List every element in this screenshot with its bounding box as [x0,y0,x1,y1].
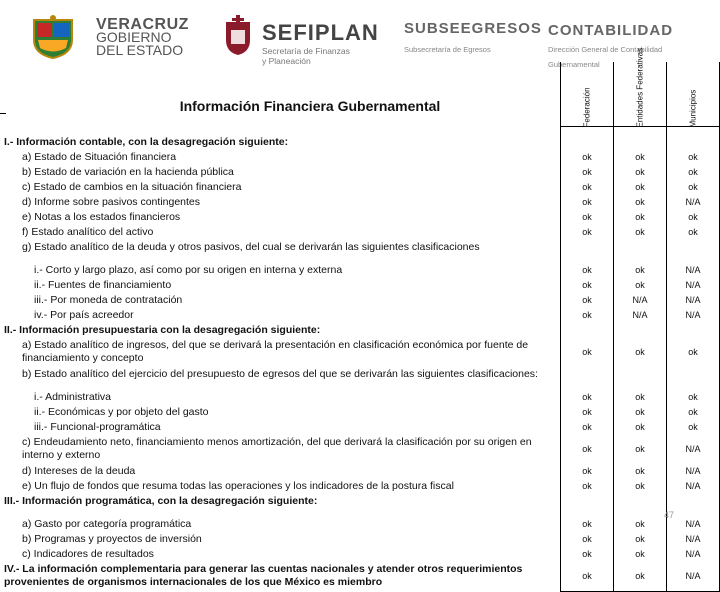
cell-federacion: ok [561,390,614,405]
cell-municipios [667,240,720,255]
cell-municipios: N/A [667,562,720,592]
cell-entidades: ok [614,278,667,293]
cell-entidades [614,240,667,255]
row-description: I.- Información contable, con la desagregación siguiente: [4,136,289,148]
subsecretaria-title: SUBSEEGRESOS [404,20,542,37]
cell-federacion: ok [561,210,614,225]
table-row [0,240,720,255]
row-description: II.- Información presupuestaria con la desagregación siguiente: [4,324,321,336]
cell-entidades: ok [614,180,667,195]
row-description: iii.- Funcional-programática [34,421,161,433]
row-description: b) Estado de variación en la hacienda pública [22,166,234,178]
table-row [0,210,720,225]
cell-entidades: ok [614,517,667,532]
row-description: iv.- Por país acreedor [34,309,134,321]
sefiplan-logo [262,20,379,66]
table-row [0,420,720,435]
table-row [0,195,720,210]
sefiplan-title: SEFIPLAN [262,20,379,45]
veracruz-logo-text [96,18,189,57]
cell-municipios [667,323,720,338]
cell-municipios: N/A [667,464,720,479]
row-description: e) Notas a los estados financieros [22,211,181,223]
cell-federacion [561,323,614,338]
cell-municipios: ok [667,420,720,435]
row-description: f) Estado analítico del activo [22,226,154,238]
page-header [0,0,720,69]
row-description: c) Estado de cambios en la situación financiera [22,181,242,193]
row-description: i.- Corto y largo plazo, así como por su origen en interna y externa [34,264,343,276]
table-row [0,479,720,494]
row-description: d) Intereses de la deuda [22,465,136,477]
table-row [0,308,720,323]
cell-municipios: ok [667,150,720,165]
cell-federacion [561,240,614,255]
cell-entidades: ok [614,150,667,165]
table-header-row [0,62,720,126]
cell-entidades: ok [614,210,667,225]
row-description: i.- Administrativa [34,391,112,403]
cell-entidades: ok [614,390,667,405]
cell-municipios [667,367,720,382]
cell-entidades: ok [614,263,667,278]
cell-entidades [614,135,667,150]
row-description: d) Informe sobre pasivos contingentes [22,196,201,208]
table-row [0,135,720,150]
cell-federacion: ok [561,165,614,180]
cell-municipios: N/A [667,293,720,308]
cell-entidades: ok [614,547,667,562]
cell-entidades [614,494,667,509]
row-description: c) Indicadores de resultados [22,548,154,560]
subsecretaria-sub: Subsecretaría de Egresos [404,45,491,54]
sefiplan-sub2: y Planeación [262,56,311,66]
spacer-row [0,126,720,135]
cell-entidades: ok [614,405,667,420]
table-row [0,562,720,592]
cell-entidades [614,367,667,382]
col-header-entidades: Entidades Federativas [614,62,667,126]
veracruz-line3: DEL ESTADO [96,42,184,58]
contabilidad-title: CONTABILIDAD [548,22,674,39]
row-description: IV.- La información complementaria para generar las cuentas nacionales y atender otros requerimientos provenientes de organismos internacionales de los que México es miembro [4,563,523,589]
spacer-row [0,382,720,390]
cell-federacion: ok [561,180,614,195]
table-row [0,338,720,367]
cell-entidades [614,323,667,338]
table-row [0,263,720,278]
table-row [0,165,720,180]
row-description: g) Estado analítico de la deuda y otros pasivos, del cual se derivarán las siguientes clasificaciones [22,241,480,253]
cell-municipios: ok [667,225,720,240]
row-description: b) Estado analítico del ejercicio del presupuesto de egresos del que se derivarán las siguientes clasificaciones: [22,368,538,380]
table-row [0,517,720,532]
spacer-row [0,509,720,517]
cell-federacion: ok [561,308,614,323]
cell-federacion: ok [561,293,614,308]
table-row [0,278,720,293]
cell-entidades: ok [614,338,667,367]
table-row [0,547,720,562]
cell-federacion: ok [561,420,614,435]
row-description: a) Gasto por categoría programática [22,518,192,530]
col-header-municipios: Municipios [667,62,720,126]
veracruz-line1: VERACRUZ [96,16,189,33]
col-header-federacion: Federación [561,62,614,126]
spacer-row [0,255,720,263]
cell-federacion: ok [561,150,614,165]
table-row [0,323,720,338]
cell-municipios: ok [667,210,720,225]
cell-entidades: ok [614,562,667,592]
cell-federacion: ok [561,278,614,293]
cell-federacion: ok [561,464,614,479]
sefiplan-emblem [222,14,254,56]
cell-federacion: ok [561,225,614,240]
table-row [0,405,720,420]
table-row [0,367,720,382]
cell-municipios: N/A [667,263,720,278]
cell-entidades: N/A [614,293,667,308]
cell-federacion [561,367,614,382]
contabilidad-sub1: Dirección General de Contabilidad [548,45,663,54]
cell-municipios: N/A [667,435,720,464]
cell-municipios: N/A [667,517,720,532]
cell-federacion: ok [561,195,614,210]
cell-federacion: ok [561,435,614,464]
table-row [0,150,720,165]
cell-municipios: N/A [667,278,720,293]
cell-federacion: ok [561,562,614,592]
cell-entidades: ok [614,195,667,210]
table-row [0,225,720,240]
cell-municipios [667,135,720,150]
veracruz-seal-logo [28,14,78,60]
cell-municipios: N/A [667,479,720,494]
contabilidad-sub2: Gubernamental [548,60,600,69]
row-description: III.- Información programática, con la desagregación siguiente: [4,495,318,507]
cell-federacion: ok [561,547,614,562]
cell-municipios: ok [667,165,720,180]
subsecretaria-block [404,20,542,54]
cell-municipios: ok [667,180,720,195]
cell-municipios: N/A [667,195,720,210]
cell-entidades: ok [614,435,667,464]
cell-federacion [561,494,614,509]
cell-federacion: ok [561,517,614,532]
table-row [0,390,720,405]
table-title: Información Financiera Gubernamental [179,98,441,114]
table-row [0,180,720,195]
table-row [0,532,720,547]
cell-federacion: ok [561,405,614,420]
cell-entidades: ok [614,165,667,180]
cell-municipios: N/A [667,308,720,323]
table-row [0,464,720,479]
cell-municipios: ok [667,390,720,405]
cell-entidades: ok [614,479,667,494]
row-description: ii.- Económicas y por objeto del gasto [34,406,209,418]
sefiplan-sub1: Secretaría de Finanzas [262,46,350,56]
cell-entidades: ok [614,532,667,547]
row-description: a) Estado de Situación financiera [22,151,177,163]
table-row [0,293,720,308]
cell-federacion: ok [561,479,614,494]
cell-federacion: ok [561,338,614,367]
row-description: a) Estado analítico de ingresos, del que se derivará la presentación en clasificación económica por fuente de financiamiento y concepto [22,339,529,364]
cell-entidades: ok [614,464,667,479]
cell-federacion: ok [561,263,614,278]
cell-municipios: N/A [667,547,720,562]
cell-municipios: N/A [667,532,720,547]
row-description: iii.- Por moneda de contratación [34,294,183,306]
cell-federacion: ok [561,532,614,547]
row-description: b) Programas y proyectos de inversión [22,533,202,545]
cell-entidades: ok [614,225,667,240]
table-row [0,435,720,464]
cell-municipios: ok [667,405,720,420]
row-description: c) Endeudamiento neto, financiamiento menos amortización, del que derivará la clasificación por su origen en interno y externo [22,436,532,461]
row-description: e) Un flujo de fondos que resuma todas las operaciones y los indicadores de la postura fiscal [22,480,454,492]
cell-municipios: ok [667,338,720,367]
table-row [0,494,720,509]
cell-federacion [561,135,614,150]
cell-entidades: ok [614,420,667,435]
cell-entidades: N/A [614,308,667,323]
row-description: ii.- Fuentes de financiamiento [34,279,172,291]
cell-municipios [667,494,720,509]
page-number: 47 [664,510,675,520]
veracruz-line2: GOBIERNO [96,29,172,45]
